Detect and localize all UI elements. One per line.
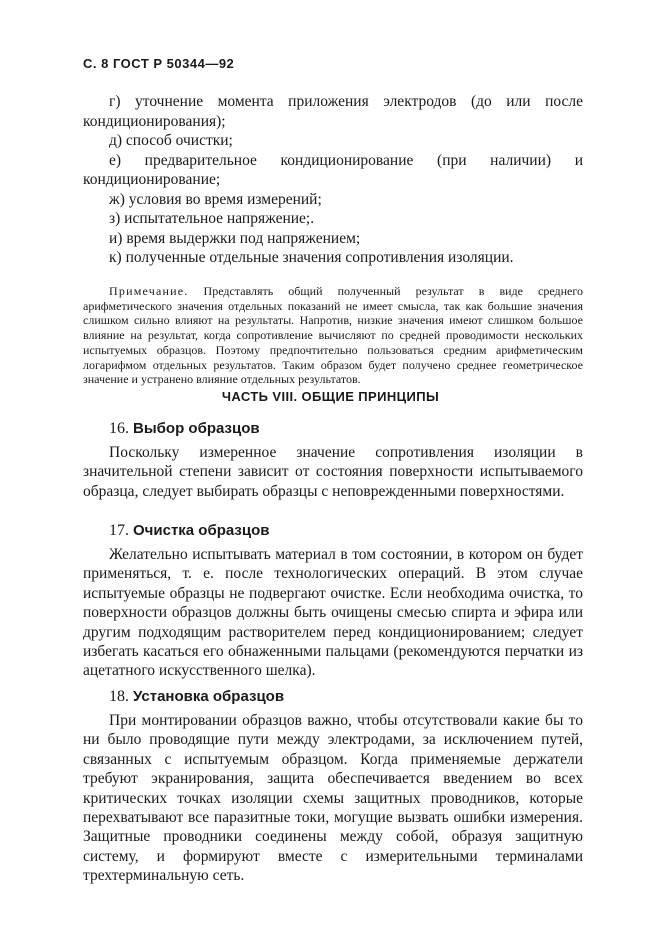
list-item: г) уточнение момента приложения электродов (до или после кондиционирования);	[83, 93, 583, 130]
note-label: Примечание.	[109, 284, 189, 298]
part-title: ЧАСТЬ VIII. ОБЩИЕ ПРИНЦИПЫ	[221, 389, 440, 404]
section-number: 16.	[109, 420, 129, 437]
section-17	[83, 521, 583, 681]
section-body: При монтировании образцов важно, чтобы отсутствовали какие бы то ни было проводящие пути между электродами, за исключением путей, связанных с испытуемым образцом. Когда применяемые держатели требуют экранирования, защита обеспечивается введением во всех критических точках изоляции схемы защитных проводников, которые перехватывают все паразитные токи, могущие вызвать ошибки измерения. Защитные проводники соединены между собой, образуя защитную систему, и формируют вместе с измерительными терминалами трехтерминальную сеть.	[83, 712, 583, 885]
section-16	[83, 419, 583, 501]
section-title: Очистка образцов	[133, 522, 270, 539]
section-heading	[83, 521, 583, 541]
section-title: Установка образцов	[133, 688, 285, 705]
list-item: и) время выдержки под напряжением;	[109, 229, 361, 247]
section-heading	[83, 687, 583, 707]
list-item: д) способ очистки;	[109, 132, 233, 149]
list-item: е) предварительное кондиционирование (при наличии) и кондиционирование;	[83, 151, 583, 188]
section-18	[83, 687, 583, 886]
page-header: С. 8 ГОСТ Р 50344—92	[83, 56, 235, 71]
list-item: к) полученные отдельные значения сопротивления изоляции.	[109, 249, 514, 266]
section-body: Поскольку измеренное значение сопротивления изоляции в значительной степени зависит от состояния поверхности испытываемого образца, следует выбирать образцы с неповрежденными поверхностями.	[83, 444, 583, 500]
note-text: Представлять общий полученный результат в виде среднего арифметического значения отдельных показаний не имеет смысла, так как большие значения слишком сильно влияют на результаты. Напротив, низкие значения имеют слишком большое влияние на результат, когда сопротивление вычисляют по средней проводимости нескольких испытуемых образцов. Поэтому предпочтительно пользоваться средним арифметическим логарифмом отдельных результатов. Таким образом будет получено среднее геометрическое значение и устранено влияние отдельных результатов.	[83, 284, 584, 387]
requirements-list	[83, 92, 583, 268]
section-number: 18.	[109, 688, 129, 705]
note-paragraph	[83, 284, 583, 387]
section-body: Желательно испытывать материал в том состоянии, в котором он будет применяться, т. е. после технологических операций. В этом случае испытуемые образцы не подвергают очистке. Если необходима очистка, то поверхности образцов должны быть очищены смесью спирта и эфира или другим подходящим растворителем перед кондиционированием; следует избегать касаться его обнаженными пальцами (рекомендуются перчатки из ацетатного искусственного шелка).	[83, 546, 583, 680]
section-title: Выбор образцов	[133, 420, 260, 437]
section-number: 17.	[109, 522, 129, 539]
section-heading	[83, 419, 583, 439]
list-item: ж) условия во время измерений;	[109, 190, 322, 208]
list-item: з) испытательное напряжение;.	[109, 210, 315, 227]
